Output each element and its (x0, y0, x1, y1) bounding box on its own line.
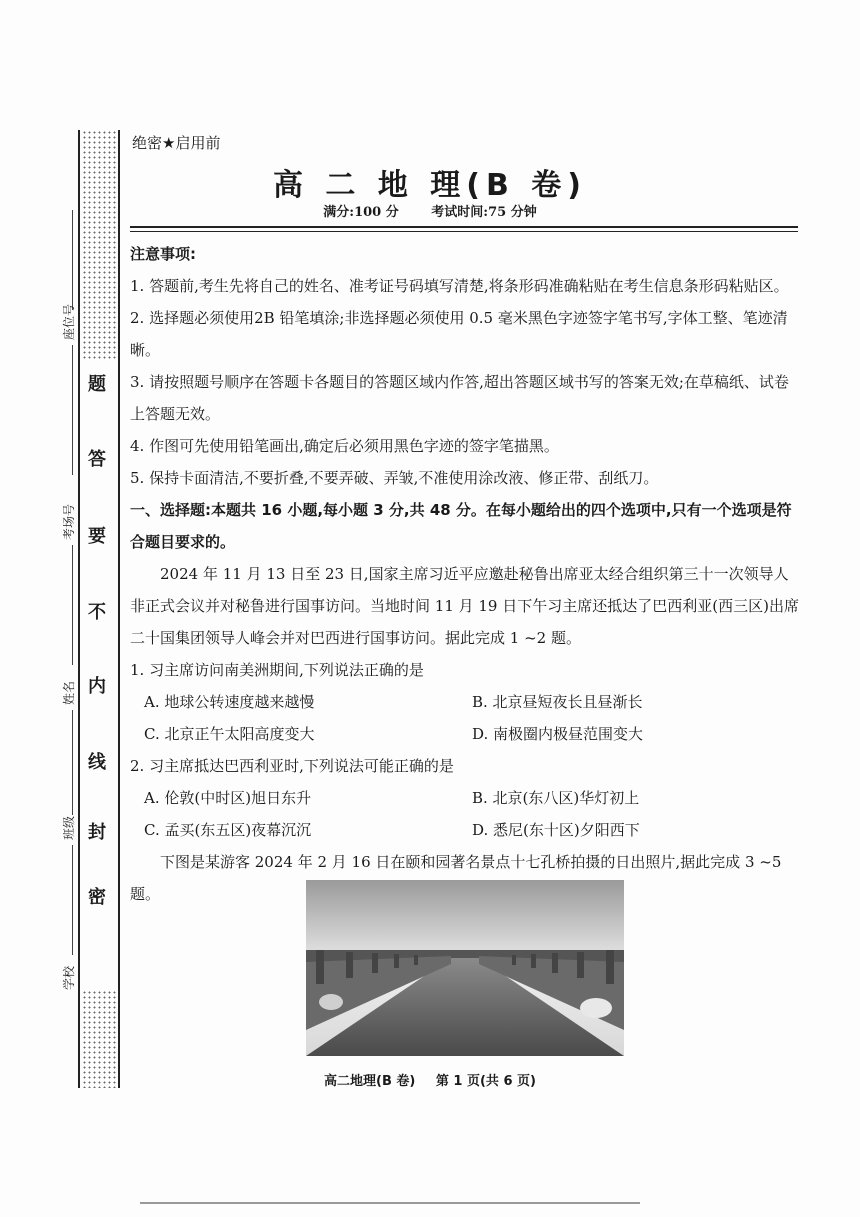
notice-item: 1. 答题前,考生先将自己的姓名、准考证号码填写清楚,将条形码准确粘贴在考生信息条形码粘贴区。 (130, 277, 789, 295)
field-line (72, 845, 73, 955)
question-stem: 1. 习主席访问南美洲期间,下列说法正确的是 (130, 661, 424, 679)
bridge-photo-illustration (306, 880, 624, 1056)
header-rule-thin (130, 231, 798, 232)
scan-edge (140, 1202, 640, 1204)
full-score: 满分:100 分 (323, 205, 399, 220)
option-c: C. 孟买(东五区)夜幕沉沉 (144, 821, 312, 839)
field-class: 班级 (62, 815, 76, 840)
notice-item: 4. 作图可先使用铅笔画出,确定后必须用黑色字迹的签字笔描黑。 (130, 437, 559, 455)
option-a: A. 地球公转速度越来越慢 (144, 693, 315, 711)
field-line (72, 345, 73, 475)
seal-char: 密 (88, 887, 106, 908)
field-school: 学校 (62, 965, 76, 990)
field-line (72, 545, 73, 665)
field-room: 考场号 (62, 503, 76, 540)
seal-char: 封 (88, 822, 106, 843)
seal-char: 不 (88, 602, 106, 623)
notice-title: 注意事项: (130, 245, 196, 263)
seal-char: 要 (88, 526, 106, 547)
option-b: B. 北京(东八区)华灯初上 (472, 789, 640, 807)
footer-page: 第 1 页(共 6 页) (435, 1074, 536, 1089)
option-c: C. 北京正午太阳高度变大 (144, 725, 315, 743)
page-footer (0, 1070, 860, 1089)
seal-char: 内 (88, 676, 106, 697)
seal-char: 线 (88, 752, 106, 773)
page-title: 高 二 地 理(B 卷) (272, 168, 588, 203)
exam-content (130, 238, 800, 910)
question-stem: 2. 习主席抵达巴西利亚时,下列说法可能正确的是 (130, 757, 454, 775)
field-line (72, 710, 73, 815)
options-row (130, 686, 800, 718)
bridge-photo (306, 880, 624, 1056)
exam-time: 考试时间:75 分钟 (431, 205, 537, 220)
seal-char: 题 (88, 374, 106, 395)
field-line (72, 210, 73, 310)
options-row (130, 782, 800, 814)
notice-item: 5. 保持卡面清洁,不要折叠,不要弄破、弄皱,不准使用涂改液、修正带、刮纸刀。 (130, 469, 659, 487)
footer-subject: 高二地理(B 卷) (324, 1074, 416, 1089)
options-row (130, 718, 800, 750)
seal-char: 答 (88, 449, 106, 470)
options-row (130, 814, 800, 846)
passage: 下图是某游客 2024 年 2 月 16 日在颐和园著名景点十七孔桥拍摄的日出照片,据此完成 3 ~5 题。 (130, 853, 782, 903)
option-d: D. 南极圈内极昼范围变大 (472, 725, 644, 743)
exam-meta (0, 201, 860, 220)
notice-item: 3. 请按照题号顺序在答题卡各题目的答题区域内作答,超出答题区域书写的答案无效;在草稿纸、试卷上答题无效。 (130, 373, 789, 423)
field-seat: 座位号 (62, 303, 76, 340)
option-b: B. 北京昼短夜长且昼渐长 (472, 693, 643, 711)
secret-label: 绝密★启用前 (132, 134, 221, 152)
header-rule (130, 226, 798, 228)
notice-item: 2. 选择题必须使用2B 铅笔填涂;非选择题必须使用 0.5 毫米黑色字迹签字笔书写,字体工整、笔迹清晰。 (130, 309, 788, 359)
section-heading: 一、选择题:本题共 16 小题,每小题 3 分,共 48 分。在每小题给出的四个选项中,只有一个选项是符合题目要求的。 (130, 501, 792, 551)
option-a: A. 伦敦(中时区)旭日东升 (144, 789, 312, 807)
field-name: 姓名 (62, 680, 76, 705)
passage: 2024 年 11 月 13 日至 23 日,国家主席习近平应邀赴秘鲁出席亚太经合组织第三十一次领导人非正式会议并对秘鲁进行国事访问。当地时间 11 月 19 日下午习主席还抵达了巴西利亚(西三区)出席二十国集团领导人峰会并对巴西进行国事访问。据此完成 1 ~2 题。 (130, 565, 799, 647)
option-d: D. 悉尼(东十区)夕阳西下 (472, 821, 640, 839)
